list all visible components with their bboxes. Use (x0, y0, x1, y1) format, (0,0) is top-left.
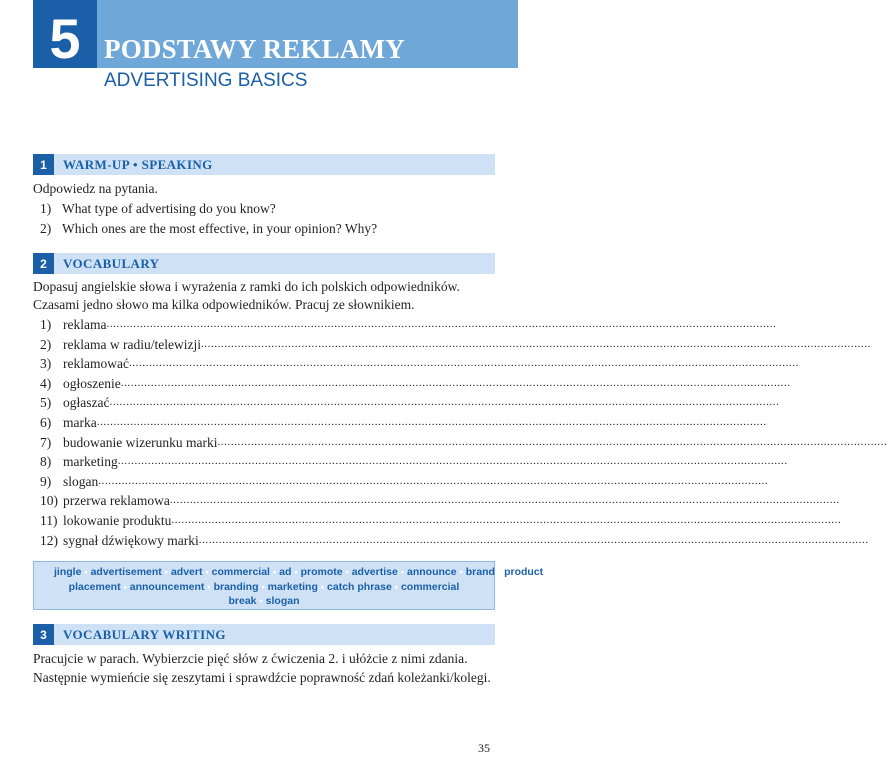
question-item (40, 199, 276, 218)
section-header-warmup (33, 154, 495, 175)
answer-line[interactable]: ........................................................................................................................................................................................................ (117, 455, 788, 468)
word-box-term: announcement (129, 580, 205, 593)
item-number: 10) (40, 493, 58, 509)
bullet-separator: • (320, 581, 325, 592)
section-number: 3 (33, 624, 54, 645)
word-box-term: slogan (265, 595, 300, 607)
item-word: ogłaszać (63, 395, 110, 411)
item-word: lokowanie produktu (63, 513, 172, 528)
answer-line[interactable]: ........................................................................................................................................................................................................ (120, 376, 791, 389)
vocabulary-item (40, 393, 780, 413)
section-instruction: Czasami jedno słowo ma kilka odpowiedników. Pracuj ze słownikiem. (33, 297, 415, 312)
section-number: 1 (33, 154, 54, 175)
word-box-term: advertise (351, 566, 398, 578)
item-number: 7) (40, 434, 52, 450)
bullet-separator: • (164, 567, 168, 577)
bullet-separator: • (123, 581, 127, 592)
section-instruction: Odpowiedz na pytania. (33, 181, 158, 196)
section-title: VOCABULARY (63, 256, 160, 271)
section-title: VOCABULARY WRITING (63, 627, 226, 642)
item-word: marketing (63, 454, 118, 470)
bullet-separator: • (259, 596, 263, 606)
vocabulary-item (40, 452, 788, 472)
vocabulary-item (40, 433, 887, 453)
word-box-term: commercial break (228, 580, 460, 607)
word-box-term: jingle (54, 566, 82, 578)
word-box-term: brand (465, 566, 495, 578)
answer-line[interactable]: ........................................................................................................................................................................................................ (217, 435, 887, 448)
answer-line[interactable]: ........................................................................................................................................................................................................ (200, 337, 871, 350)
vocabulary-item (40, 315, 777, 335)
item-number: 1) (40, 317, 52, 332)
bullet-separator: • (207, 581, 211, 592)
item-number: 12) (40, 532, 58, 548)
item-number: 2) (40, 336, 52, 352)
answer-line[interactable]: ........................................................................................................................................................................................................ (169, 494, 840, 507)
page-number: 35 (478, 741, 490, 755)
vocabulary-item (40, 335, 871, 355)
section-instruction: Pracujcie w parach. Wybierzcie pięć słów z ćwiczenia 2. i ułóżcie z nimi zdania. (33, 651, 468, 666)
bullet-separator: • (394, 581, 398, 592)
word-box-term: product placement (68, 566, 544, 593)
section-header-writing (33, 624, 495, 645)
item-word: reklamować (63, 356, 129, 372)
answer-line[interactable]: ........................................................................................................................................................................................................ (171, 514, 842, 526)
bullet-separator: • (205, 567, 209, 577)
answer-line[interactable]: ........................................................................................................................................................................................................ (106, 318, 777, 330)
item-number: 11) (40, 513, 58, 528)
section-title: WARM-UP • SPEAKING (63, 157, 213, 172)
question-number: 2) (40, 221, 52, 236)
vocabulary-item (40, 472, 769, 492)
word-box-term: catch phrase (327, 580, 392, 593)
page-title: PODSTAWY REKLAMY (104, 34, 405, 64)
item-word: budowanie wizerunku marki (63, 434, 218, 450)
section-header-vocabulary (33, 253, 495, 274)
word-box (33, 561, 544, 610)
question-item (40, 219, 377, 238)
section-number: 2 (33, 253, 54, 274)
item-number: 3) (40, 356, 52, 372)
item-number: 4) (40, 375, 52, 391)
item-number: 5) (40, 395, 52, 411)
item-word: marka (63, 415, 97, 430)
answer-line[interactable]: ........................................................................................................................................................................................................ (198, 533, 869, 546)
word-box-term: announce (407, 566, 457, 578)
word-box-term: marketing (267, 580, 318, 593)
bullet-separator: • (459, 567, 463, 577)
bullet-separator: • (345, 567, 349, 577)
answer-line[interactable]: ........................................................................................................................................................................................................ (98, 474, 769, 487)
bullet-separator: • (261, 581, 265, 592)
item-word: sygnał dźwiękowy marki (63, 532, 199, 548)
question-text: What type of advertising do you know? (62, 201, 276, 216)
answer-line[interactable]: ........................................................................................................................................................................................................ (109, 396, 780, 409)
vocabulary-item (40, 531, 869, 551)
bullet-separator: • (400, 567, 404, 577)
section-instruction: Dopasuj angielskie słowa i wyrażenia z ramki do ich polskich odpowiedników. (33, 279, 460, 294)
item-word: ogłoszenie (63, 375, 121, 391)
item-number: 6) (40, 415, 52, 430)
word-box-term: promote (300, 566, 343, 578)
vocabulary-item (40, 491, 840, 511)
unit-number: 5 (33, 0, 97, 68)
answer-line[interactable]: ........................................................................................................................................................................................................ (128, 357, 799, 370)
vocabulary-item (40, 374, 791, 394)
section-instruction: Następnie wymieńcie się zeszytami i sprawdźcie poprawność zdań koleżanki/kolegi. (33, 670, 491, 685)
item-word: slogan (63, 473, 99, 489)
item-word: przerwa reklamowa (63, 493, 170, 509)
bullet-separator: • (272, 567, 277, 577)
word-box-term: branding (213, 580, 259, 593)
page-subtitle: ADVERTISING BASICS (104, 70, 308, 91)
answer-line[interactable]: ........................................................................................................................................................................................................ (96, 416, 767, 428)
bullet-separator: • (84, 567, 88, 577)
vocabulary-item (40, 354, 799, 374)
item-number: 9) (40, 473, 52, 489)
item-word: reklama w radiu/telewizji (63, 336, 201, 352)
word-box-term: advertisement (90, 566, 162, 578)
item-number: 8) (40, 454, 52, 470)
bullet-separator: • (497, 567, 502, 577)
bullet-separator: • (294, 567, 298, 577)
question-number: 1) (40, 201, 52, 216)
vocabulary-item (40, 413, 767, 433)
question-text: Which ones are the most effective, in your opinion? Why? (62, 221, 378, 236)
word-box-term: ad (279, 566, 292, 578)
word-box-term: advert (170, 566, 203, 578)
vocabulary-item (40, 511, 842, 531)
word-box-term: commercial (211, 566, 270, 578)
item-word: reklama (63, 317, 107, 332)
